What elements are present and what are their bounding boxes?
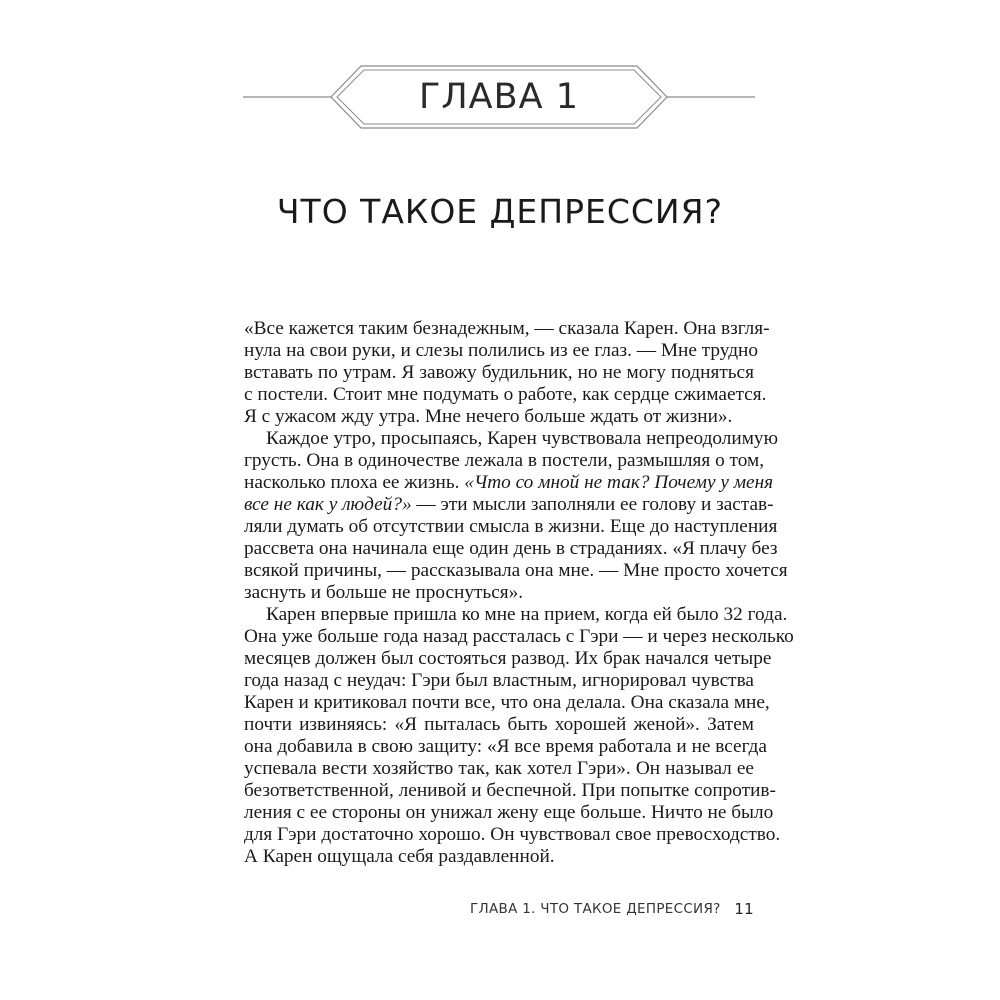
text-line	[244, 384, 767, 406]
text-line	[244, 428, 778, 450]
text-line	[244, 560, 788, 582]
text-run: Карен и критиковал почти все, что она делала. Она сказала мне,	[244, 692, 770, 713]
text-line	[244, 802, 774, 824]
text-line	[244, 604, 788, 626]
text-line	[244, 846, 754, 868]
chapter-label: ГЛАВА 1	[419, 77, 579, 117]
text-run: всякой причины, — рассказывала она мне. — Мне просто хочется	[244, 560, 788, 581]
text-run: насколько плоха ее жизнь.	[244, 472, 465, 493]
text-line	[244, 648, 772, 670]
text-line	[244, 538, 778, 560]
text-run: — эти мысли заполняли ее голову и застав-	[411, 494, 774, 515]
text-run: грусть. Она в одиночестве лежала в постели, размышляя о том,	[244, 450, 765, 471]
text-run: рассвета она начинала еще один день в страданиях. «Я плачу без	[244, 538, 778, 559]
text-line	[244, 318, 770, 340]
text-run: для Гэри достаточно хорошо. Он чувствовал свое превосходство.	[244, 824, 781, 845]
running-head: ГЛАВА 1. ЧТО ТАКОЕ ДЕПРЕССИЯ?	[470, 901, 721, 917]
text-line	[244, 362, 754, 384]
italic-text: все не как у людей?»	[244, 494, 412, 515]
text-line	[244, 670, 754, 692]
italic-text: «Что со мной не так? Почему у меня	[464, 472, 774, 493]
text-run: нула на свои руки, и слезы полились из ее глаз. — Мне трудно	[244, 340, 758, 361]
text-line	[244, 692, 770, 714]
text-run: месяцев должен был состояться развод. Их брак начался четыре	[244, 648, 772, 669]
text-line	[244, 714, 754, 736]
text-run: почти извиняясь: «Я пыталась быть хорошей женой». Затем	[244, 714, 754, 735]
text-run: А Карен ощущала себя раздавленной.	[244, 846, 555, 867]
chapter-title: ЧТО ТАКОЕ ДЕПРЕССИЯ?	[276, 192, 724, 231]
text-run: она добавила в свою защиту: «Я все время работала и не всегда	[244, 736, 767, 757]
text-line	[244, 450, 765, 472]
text-run: ления с ее стороны он унижал жену еще больше. Ничто не было	[244, 802, 774, 823]
text-run: Она уже больше года назад рассталась с Гэри — и через несколько	[244, 626, 794, 647]
text-line	[244, 824, 781, 846]
text-line	[244, 582, 754, 604]
chapter-banner	[243, 64, 755, 130]
text-run: с постели. Стоит мне подумать о работе, как сердце сжимается.	[244, 384, 767, 405]
text-run: Каждое утро, просыпаясь, Карен чувствовала непреодолимую	[266, 428, 778, 449]
text-run: «Все кажется таким безнадежным, — сказала Карен. Она взгля-	[244, 318, 770, 339]
text-run: года назад с неудач: Гэри был властным, игнорировал чувства	[244, 670, 754, 691]
text-line	[244, 736, 767, 758]
page-number: 11	[734, 900, 754, 918]
text-line	[244, 780, 776, 802]
text-run: Карен впервые пришла ко мне на прием, когда ей было 32 года.	[266, 604, 788, 625]
text-line	[244, 516, 778, 538]
text-run: заснуть и больше не проснуться».	[244, 582, 524, 603]
text-run: Я с ужасом жду утра. Мне нечего больше ждать от жизни».	[244, 406, 733, 427]
text-line	[244, 758, 754, 780]
text-run: вставать по утрам. Я завожу будильник, но не могу подняться	[244, 362, 754, 383]
body-text	[244, 318, 794, 868]
text-run: успевала вести хозяйство так, как хотел Гэри». Он называл ее	[244, 758, 754, 779]
text-line	[244, 406, 754, 428]
text-line	[244, 472, 774, 494]
text-line	[244, 494, 774, 516]
text-run: ляли думать об отсутствии смысла в жизни. Еще до наступления	[244, 516, 778, 537]
text-run: безответственной, ленивой и беспечной. При попытке сопротив-	[244, 780, 776, 801]
text-line	[244, 626, 794, 648]
text-line	[244, 340, 758, 362]
